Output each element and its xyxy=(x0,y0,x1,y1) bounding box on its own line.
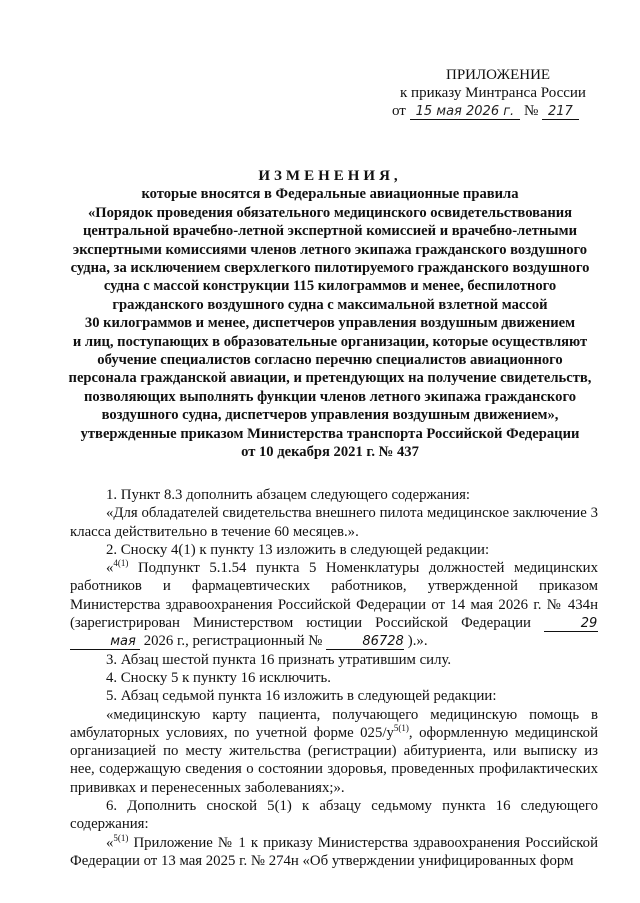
handwritten-date: 15 мая 2026 г. xyxy=(410,104,521,120)
number-label: № xyxy=(523,103,539,119)
item-6-footnote-text xyxy=(70,834,598,871)
title-heading: ИЗМЕНЕНИЯ, xyxy=(258,168,402,184)
title-line: судна с массой конструкции 115 килограммов и менее, беспилотного xyxy=(103,278,557,295)
item-1: 1. Пункт 8.3 дополнить абзацем следующего содержания: xyxy=(106,487,471,503)
open-quote: « xyxy=(106,834,114,851)
title-line: гражданского воздушного судна с максимальной взлетной массой xyxy=(112,296,548,313)
item-5: 5. Абзац седьмой пункта 16 изложить в следующей редакции: xyxy=(106,688,497,705)
title-line: позволяющих выполнять функции членов летного экипажа гражданского xyxy=(83,388,577,405)
title-line: обучение специалистов согласно перечню специалистов авиационного xyxy=(97,352,563,369)
title-line: 30 килограммов и менее, диспетчеров управления воздушным движением xyxy=(84,315,576,332)
title-line: воздушного судна, диспетчеров управления воздушным движением», xyxy=(101,407,559,424)
open-quote: « xyxy=(106,560,114,577)
appendix-title: ПРИЛОЖЕНИЕ xyxy=(446,67,551,83)
registration-label: регистрационный № xyxy=(192,633,323,650)
title-line: которые вносятся в Федеральные авиационные правила xyxy=(141,186,519,203)
appendix-date-number xyxy=(392,102,602,121)
from-label: от xyxy=(392,103,406,119)
handwritten-registration-number: 86728 xyxy=(326,635,404,650)
document-title xyxy=(60,167,600,462)
handwritten-day: 29 xyxy=(544,617,598,632)
item-5-text-a: «медицинскую карту пациента, получающего медицинскую помощь в амбулаторных условиях, по учетной форме 025/у xyxy=(70,706,598,741)
item-2: 2. Сноску 4(1) к пункту 13 изложить в следующей редакции: xyxy=(106,541,490,558)
item-6: 6. Дополнить сноской 5(1) к абзацу седьмому пункта 16 следующего содержания: xyxy=(70,798,598,833)
title-line: экспертными комиссиями членов летного экипажа гражданского воздушного xyxy=(72,241,588,258)
footnote-mark: 5(1) xyxy=(113,832,129,843)
title-line: и лиц, поступающих в образовательные организации, которые осуществляют xyxy=(72,333,588,350)
item-3: 3. Абзац шестой пункта 16 признать утратившим силу. xyxy=(106,651,452,668)
footnote-body: Подпункт 5.1.54 пункта 5 Номенклатуры должностей медицинских работников и фармацевтических работников, утвержденной приказом Министерства здравоохранения Российской Федерации от 14 мая 2026 г. № 434н (зарегистрирован Министерством юстиции Российской Федерации xyxy=(70,560,598,632)
footnote-mark: 4(1) xyxy=(113,558,129,569)
title-line: центральной врачебно-летной экспертной комиссией и врачебно-летными xyxy=(82,223,578,240)
footnote-end: ).». xyxy=(407,633,428,650)
handwritten-month: мая xyxy=(70,635,140,650)
year-text: 2026 г., xyxy=(143,633,189,650)
item-5-text-b: , оформленную медицинской организацией по месту жительства (регистрации) абитуриента, или выписку из нее, содержащую сведения о состоянии здоровья, проведенных профилактических прививках и перенесенных заболеваниях;». xyxy=(70,724,598,796)
title-line: «Порядок проведения обязательного медицинского освидетельствования xyxy=(87,204,573,221)
title-line: от 10 декабря 2021 г. № 437 xyxy=(241,444,419,461)
footnote-body: Приложение № 1 к приказу Министерства здравоохранения Российской Федерации от 13 мая 2025 г. № 274н «Об утверждении унифицированных форм xyxy=(70,834,598,869)
item-4: 4. Сноску 5 к пункту 16 исключить. xyxy=(106,669,331,686)
item-1-quote: «Для обладателей свидетельства внешнего пилота медицинское заключение 3 класса действительно в течение 60 месяцев.». xyxy=(70,505,598,540)
title-line: утвержденные приказом Министерства транспорта Российской Федерации xyxy=(80,425,580,442)
title-line: судна, за исключением сверхлегкого пилотируемого гражданского воздушного xyxy=(70,260,590,277)
title-line: персонала гражданской авиации, и претендующих на получение свидетельств, xyxy=(68,370,592,387)
appendix-order-reference: к приказу Минтранса России xyxy=(400,85,586,101)
item-2-footnote-text xyxy=(70,559,598,650)
footnote-mark: 5(1) xyxy=(393,722,409,733)
handwritten-number: 217 xyxy=(542,104,579,120)
document-body xyxy=(70,486,598,870)
appendix-header xyxy=(392,66,602,121)
item-5-text xyxy=(70,706,598,797)
